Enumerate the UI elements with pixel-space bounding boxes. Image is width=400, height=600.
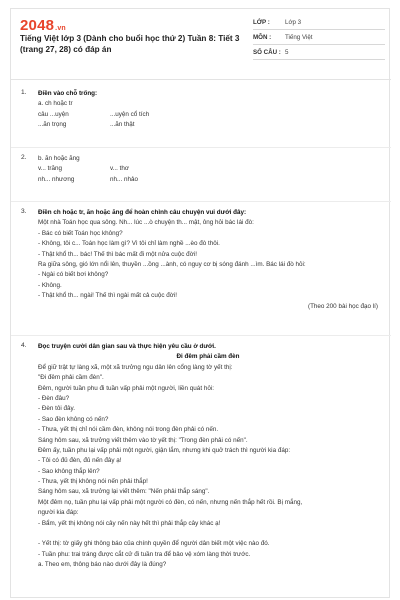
text-line: Ra giữa sông, gió lớn nổi lên, thuyền ...ồng ...ành, có nguy cơ bị sóng đánh ...ìm. Bác lái đò hỏi:: [38, 260, 306, 268]
text-line: a. Theo em, thông báo nào dưới đây là đúng?: [38, 561, 167, 569]
question-number: 1.: [21, 89, 27, 96]
meta-row-subject: [253, 30, 385, 45]
text-line: - Yết thị: tờ giấy ghi thông báo của chính quyền để người dân biết một việc nào đó.: [38, 540, 270, 548]
text-line: a. ch hoặc tr: [38, 100, 73, 108]
text-line: - Không.: [38, 281, 62, 289]
question-body: [38, 154, 378, 185]
question-number: 2.: [21, 154, 27, 161]
meta-row-class: [253, 15, 385, 30]
blank-pair: [38, 164, 378, 174]
blank-pair: [38, 110, 378, 120]
text-line: Đêm, người tuần phu đi tuần vấp phải một người, liền quát hỏi:: [38, 384, 214, 392]
question-number: 4.: [21, 342, 27, 349]
text-line: - Thưa, yết thị không nói nến phải thắp!: [38, 478, 148, 486]
blank-pair: [38, 120, 378, 130]
question-body: [38, 89, 378, 131]
meta-value: Lớp 3: [285, 18, 302, 26]
question-separator: [11, 147, 391, 148]
blank-item: ...ăn thật: [110, 121, 135, 129]
header-divider: [11, 79, 391, 80]
meta-row-question-count: [253, 45, 385, 60]
text-line: Sáng hôm sau, xã trưởng viết thêm vào tờ yết thị: "Trong đèn phải có nến".: [38, 436, 248, 444]
site-logo[interactable]: [20, 17, 66, 34]
text-line: người kia đáp:: [38, 509, 79, 517]
text-line: - Thưa, yết thị chỉ nói cầm đèn, không nói trong đèn phải có nến.: [38, 426, 219, 434]
blank-item: v... thơ: [110, 165, 130, 173]
question-separator: [11, 201, 391, 202]
blank-item: ...ăn trọng: [38, 121, 67, 129]
text-line: - Đèn đâu?: [38, 394, 70, 402]
text-line: "Đi đêm phải cầm đèn".: [38, 374, 104, 382]
question-prompt: Điền ch hoặc tr, ăn hoặc ăng để hoàn chỉnh câu chuyện vui dưới đây:: [38, 209, 247, 216]
question-prompt: Điền vào chỗ trống:: [38, 90, 98, 97]
question-prompt: Đọc truyện cười dân gian sau và thực hiện yêu cầu ở dưới.: [38, 343, 216, 350]
story-title: Đi đêm phải cầm đèn: [176, 353, 240, 361]
blank-item: v... trăng: [38, 165, 63, 173]
text-line: - Sao đèn không có nến?: [38, 415, 109, 423]
document-title: Tiếng Việt lớp 3 (Dành cho buổi học thứ 2) Tuần 8: Tiết 3 (trang 27, 28) có đáp án: [20, 34, 240, 54]
question-body: [38, 208, 378, 312]
text-line: Để giữ trật tự làng xã, một xã trưởng ngu dân lên cổng làng tờ yết thị:: [38, 363, 233, 371]
text-line: - Đèn tôi đây.: [38, 405, 75, 413]
spacer: [38, 529, 378, 539]
text-line: - Bác có biết Toán học không?: [38, 229, 123, 237]
text-line: Sáng hôm sau, xã trưởng lại viết thêm: "Nến phải thắp sáng".: [38, 488, 210, 496]
text-line: - Sao không thắp lên?: [38, 467, 100, 475]
text-line: - Thật khổ th... ngài! Thế thì ngài mất cả cuộc đời!: [38, 292, 178, 300]
logo-suffix: .vn: [55, 25, 66, 32]
blank-item: nh... nhảo: [110, 175, 139, 183]
logo-text: 2048: [20, 17, 55, 34]
question-separator: [11, 335, 391, 336]
text-line: - Tôi có đủ đèn, đủ nến đây ạ!: [38, 457, 122, 465]
meta-value: Tiếng Việt: [285, 33, 313, 41]
blank-item: câu ...uyện: [38, 110, 69, 118]
meta-label: SỐ CÂU :: [253, 48, 281, 56]
text-line: b. ăn hoặc ăng: [38, 155, 80, 162]
question-body: [38, 342, 378, 571]
text-line: - Tuần phu: trai tráng được cắt cử đi tuần tra để bảo vệ xóm làng thời trước.: [38, 550, 251, 558]
document-header: [11, 9, 391, 61]
meta-label: LỚP :: [253, 18, 270, 26]
document-page: [10, 8, 390, 598]
meta-label: MÔN :: [253, 33, 272, 41]
blank-pair: [38, 175, 378, 185]
text-line: Một đêm nọ, tuần phu lại vấp phải một người có đèn, có nến, nhưng nến thắp hết rồi. Bị mắng,: [38, 498, 303, 506]
blank-item: ...uyện cổ tích: [110, 110, 150, 118]
text-line: - Không, tôi c... Toán học làm gì? Vì tôi chỉ làm nghề ...èo đò thôi.: [38, 240, 220, 248]
text-line: - Ngài có biết bơi không?: [38, 271, 109, 279]
document-meta: [253, 15, 385, 60]
text-line: Một nhà Toán học qua sông. Nh... lúc ...ò chuyện th... mật, ông hỏi bác lái đò:: [38, 219, 254, 227]
meta-value: 5: [285, 48, 289, 56]
question-number: 3.: [21, 208, 27, 215]
text-line: - Bẩm, yết thị không nói cây nến này hết thì phải thắp cây khác ạ!: [38, 519, 221, 527]
text-line: - Thật khổ th... bác! Thế thì bác mất đi một nửa cuộc đời!: [38, 250, 197, 258]
source-citation: (Theo 200 bài học đạo lí): [307, 302, 378, 310]
text-line: Đêm ấy, tuần phu lại vấp phải một người, giận lắm, nhưng khi quở trách thì người kia đáp:: [38, 446, 291, 454]
blank-item: nh... nhương: [38, 175, 75, 183]
